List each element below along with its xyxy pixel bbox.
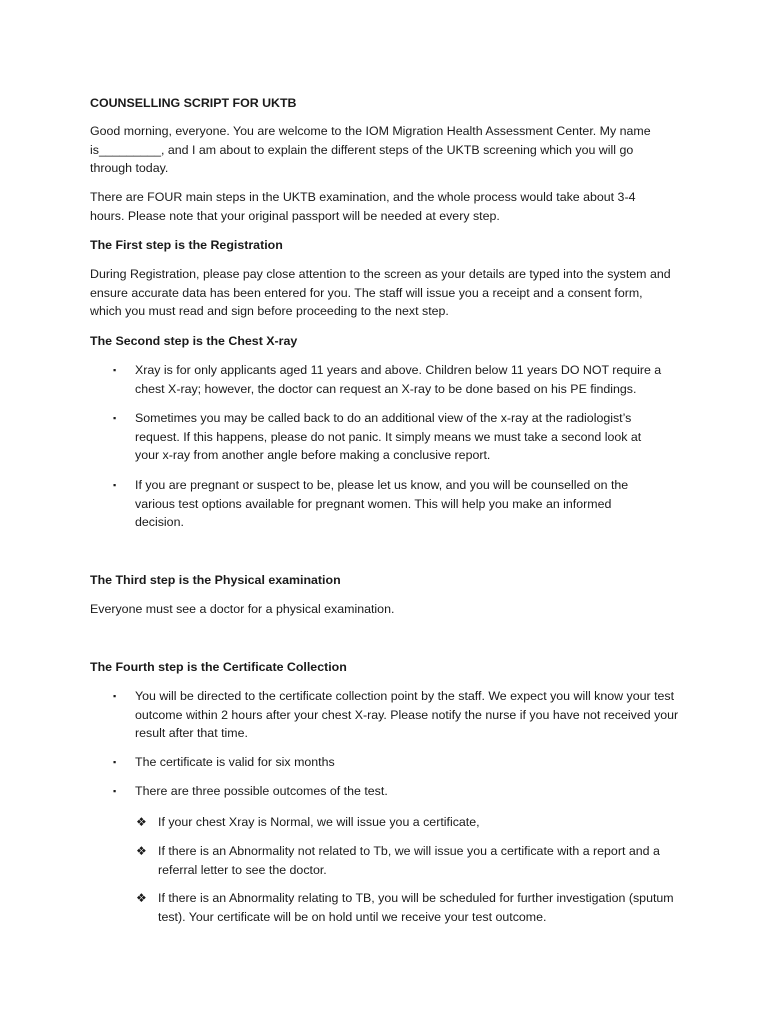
list-item: There are three possible outcomes of the test. <box>135 784 388 798</box>
list-item: If you are pregnant or suspect to be, please let us know, and you will be counselled on the various test options available for pregnant women. This will help you make an informed decision. <box>135 478 629 530</box>
outcome-item: If there is an Abnormality relating to TB, you will be scheduled for further investigation (sputum test). Your certificate will be on hold until we receive your test outcome. <box>158 891 674 924</box>
outcome-item: If there is an Abnormality not related to Tb, we will issue you a certificate with a report and a referral letter to see the doctor. <box>158 844 660 877</box>
list-item: Sometimes you may be called back to do an additional view of the x-ray at the radiologist’s request. If this happens, please do not panic. It simply means we must take a second look at your x-ray from another angle before making a conclusive report. <box>135 411 642 463</box>
bullet-marker: ▪ <box>113 365 117 375</box>
bullet-marker: ▪ <box>113 480 117 490</box>
overview-paragraph: There are FOUR main steps in the UKTB examination, and the whole process would take about 3-4 hours. Please note that your original passport will be needed at every step. <box>90 190 636 223</box>
bullet-marker: ▪ <box>113 757 117 767</box>
list-item: You will be directed to the certificate collection point by the staff. We expect you will know your test outcome within 2 hours after your chest X-ray. Please notify the nurse if you have not received your result after that time. <box>135 689 679 741</box>
document-title: COUNSELLING SCRIPT FOR UKTB <box>90 96 297 110</box>
diamond-bullet-icon: ❖ <box>136 815 147 829</box>
step1-heading: The First step is the Registration <box>90 238 283 252</box>
step3-paragraph: Everyone must see a doctor for a physical examination. <box>90 602 395 616</box>
list-item: The certificate is valid for six months <box>135 755 335 769</box>
step3-heading: The Third step is the Physical examination <box>90 573 341 587</box>
bullet-marker: ▪ <box>113 786 117 796</box>
step4-heading: The Fourth step is the Certificate Collection <box>90 660 347 674</box>
intro-paragraph: Good morning, everyone. You are welcome to the IOM Migration Health Assessment Center. My name is_________, and I am about to explain the different steps of the UKTB screening which you will go through today. <box>90 124 651 176</box>
bullet-marker: ▪ <box>113 413 117 423</box>
list-item: Xray is for only applicants aged 11 years and above. Children below 11 years DO NOT require a chest X-ray; however, the doctor can request an X-ray to be done based on his PE findings. <box>135 363 662 396</box>
diamond-bullet-icon: ❖ <box>136 891 147 905</box>
outcome-item: If your chest Xray is Normal, we will issue you a certificate, <box>158 815 480 829</box>
bullet-marker: ▪ <box>113 691 117 701</box>
diamond-bullet-icon: ❖ <box>136 844 147 858</box>
step2-heading: The Second step is the Chest X-ray <box>90 334 298 348</box>
step1-paragraph: During Registration, please pay close attention to the screen as your details are typed into the system and ensure accurate data has been entered for you. The staff will issue you a receipt and a consent form, which you must read and sign before proceeding to the next step. <box>90 267 671 319</box>
